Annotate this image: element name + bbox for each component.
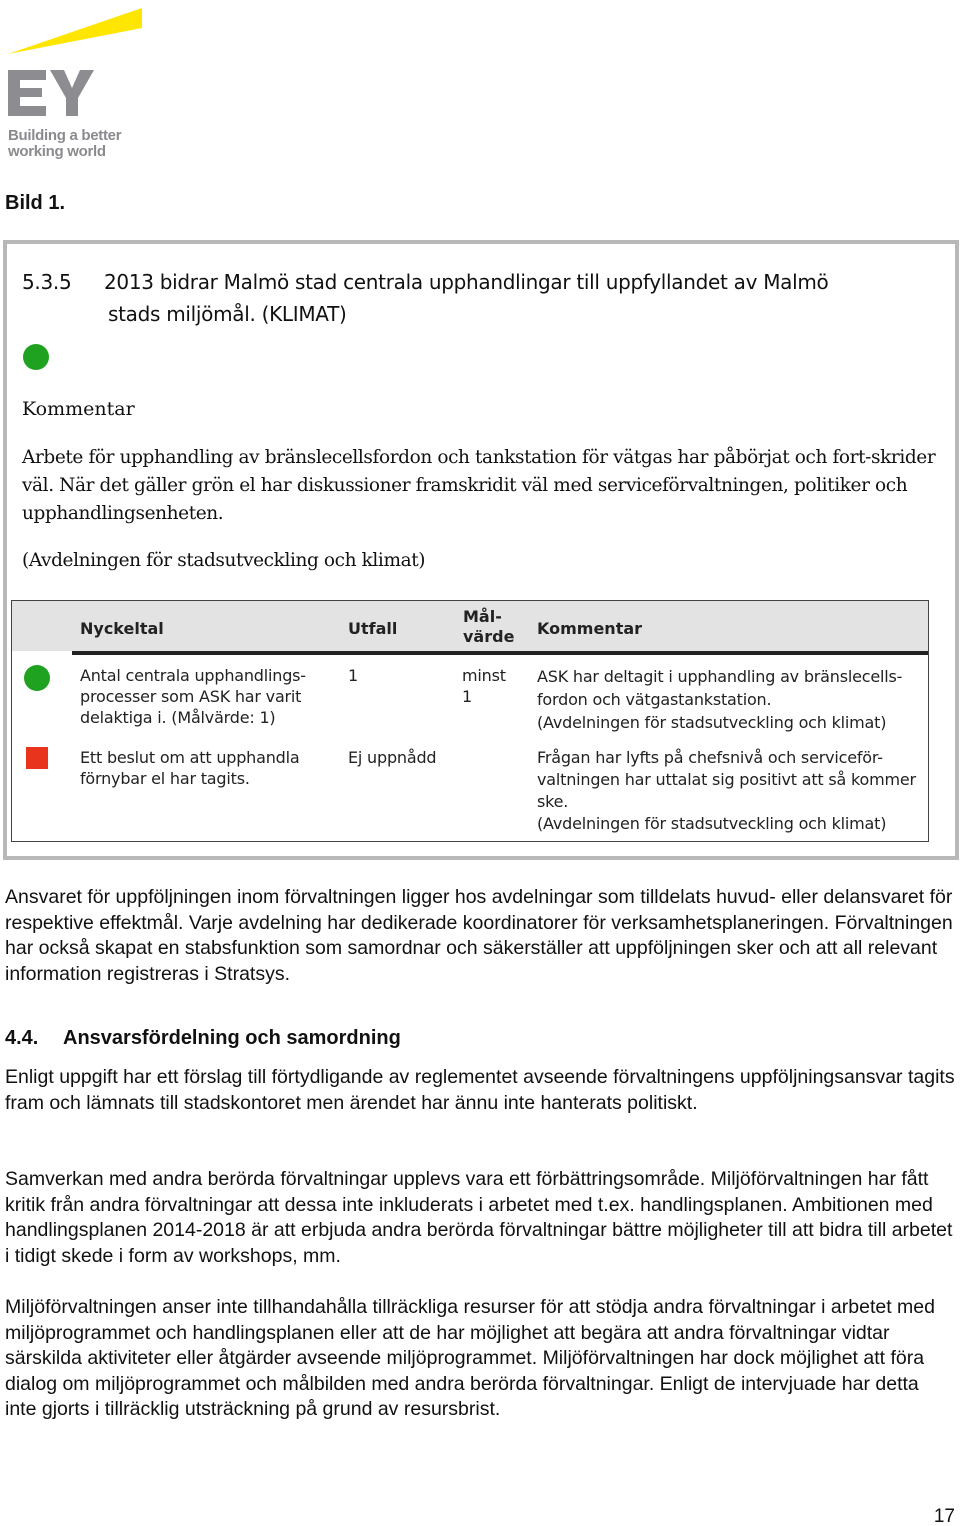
ey-letter-y [50, 70, 94, 116]
header-utfall: Utfall [348, 619, 398, 638]
header-malvarde: Mål- värde [463, 607, 515, 646]
ey-logo-mark [6, 8, 146, 128]
figure-heading-number: 5.3.5 [22, 270, 72, 294]
figure-label: Bild 1. [5, 192, 66, 214]
ey-tagline-line2: working world [8, 143, 106, 160]
figure-heading-line1: 2013 bidrar Malmö stad centrala upphandlingar till uppfyllandet av Malmö [104, 270, 829, 294]
paragraph-4: Miljöförvaltningen anser inte tillhandahålla tillräckliga resurser för att stödja andra förvaltningar i arbetet med miljöprogrammet och handlingsplanen eller att de har möjlighet att begära att andra förvaltningar vidtar särskilda aktiviteter eller åtgärder avseende miljöprogrammet. Miljöförvaltningen har dock möjlighet att föra dialog om miljöprogrammet och målbilden med andra berörda förvaltningar. Enligt de intervjuade har detta inte gjorts i tillräcklig utsträckning på grund av resursbrist. [5, 1296, 935, 1420]
row1-utfall: 1 [348, 666, 358, 685]
header-gap [528, 655, 536, 659]
row2-status-red-icon [26, 747, 48, 769]
paragraph-1: Ansvaret för uppföljningen inom förvaltningen ligger hos avdelningar som tilldelats huvud- eller delansvaret för respektive effektmål. Varje avdelning har dedikerade koordinatorer för verksamhetsplaneringen. Förvaltningen har också skapat en stabsfunktion som samordnar och säkerställer att uppföljningen sker och att all relevant information registreras i Stratsys. [5, 886, 953, 985]
kpi-table [11, 600, 929, 842]
header-gap [338, 655, 348, 659]
paragraph-2: Enligt uppgift har ett förslag till förtydligande av reglementet avseende förvaltningens uppföljningsansvar tagits fram och lämnats till stadskontoret men ärendet har ännu inte hanterats politiskt. [5, 1066, 955, 1114]
section-title: Ansvarsfördelning och samordning [63, 1027, 401, 1049]
row1-status-green-icon [24, 665, 50, 691]
row2-utfall: Ej uppnådd [348, 748, 437, 767]
kommentar-text: Arbete för upphandling av bränslecellsfordon och tankstation för vätgas har påbörjat och fort-skrider väl. När det gäller grön el har diskussioner framskridit väl med serviceförvaltningen, politiker och upphandlingsenheten. [22, 447, 936, 524]
status-green-icon [23, 344, 49, 370]
figure-heading [22, 266, 922, 330]
kpi-table-header [12, 601, 928, 655]
row1-malvarde: minst 1 [462, 666, 506, 706]
header-nyckeltal: Nyckeltal [80, 619, 164, 638]
section-number: 4.4. [5, 1027, 39, 1049]
section-heading [5, 1027, 401, 1050]
row1-kommentar: ASK har deltagit i upphandling av bränslecells- fordon och vätgastankstation. (Avdelningen för stadsutveckling och klimat) [537, 667, 903, 732]
embedded-figure [3, 240, 959, 860]
header-kommentar: Kommentar [537, 619, 643, 638]
kommentar-label: Kommentar [22, 398, 135, 420]
ey-tagline [8, 128, 121, 160]
row1-nyckeltal: Antal centrala upphandlings- processer som ASK har varit delaktiga i. (Målvärde: 1) [80, 666, 306, 727]
kommentar-unit: (Avdelningen för stadsutveckling och klimat) [22, 550, 426, 571]
ey-beam-icon [8, 8, 142, 54]
figure-heading-line2: stads miljömål. (KLIMAT) [108, 302, 347, 326]
row2-kommentar: Frågan har lyfts på chefsnivå och serviceför- valtningen har uttalat sig positivt att så kommer ske. (Avdelningen för stadsutveckling och klimat) [537, 748, 916, 833]
header-gap [454, 655, 462, 659]
page-number: 17 [933, 1506, 955, 1526]
ey-tagline-line1: Building a better [8, 127, 122, 144]
ey-letter-e [8, 70, 46, 116]
row2-nyckeltal: Ett beslut om att upphandla förnybar el har tagits. [80, 748, 300, 788]
paragraph-3: Samverkan med andra berörda förvaltningar upplevs vara ett förbättringsområde. Miljöförvaltningen har fått kritik från andra förvaltningar att dessa inte inkluderats i arbetet med t.ex. handlingsplanen. Ambitionen med handlingsplanen 2014-2018 är att erbjuda andra berörda förvaltningar bättre möjligheter till att bidra till arbetet i tidigt skede i form av workshops, mm. [5, 1168, 953, 1267]
